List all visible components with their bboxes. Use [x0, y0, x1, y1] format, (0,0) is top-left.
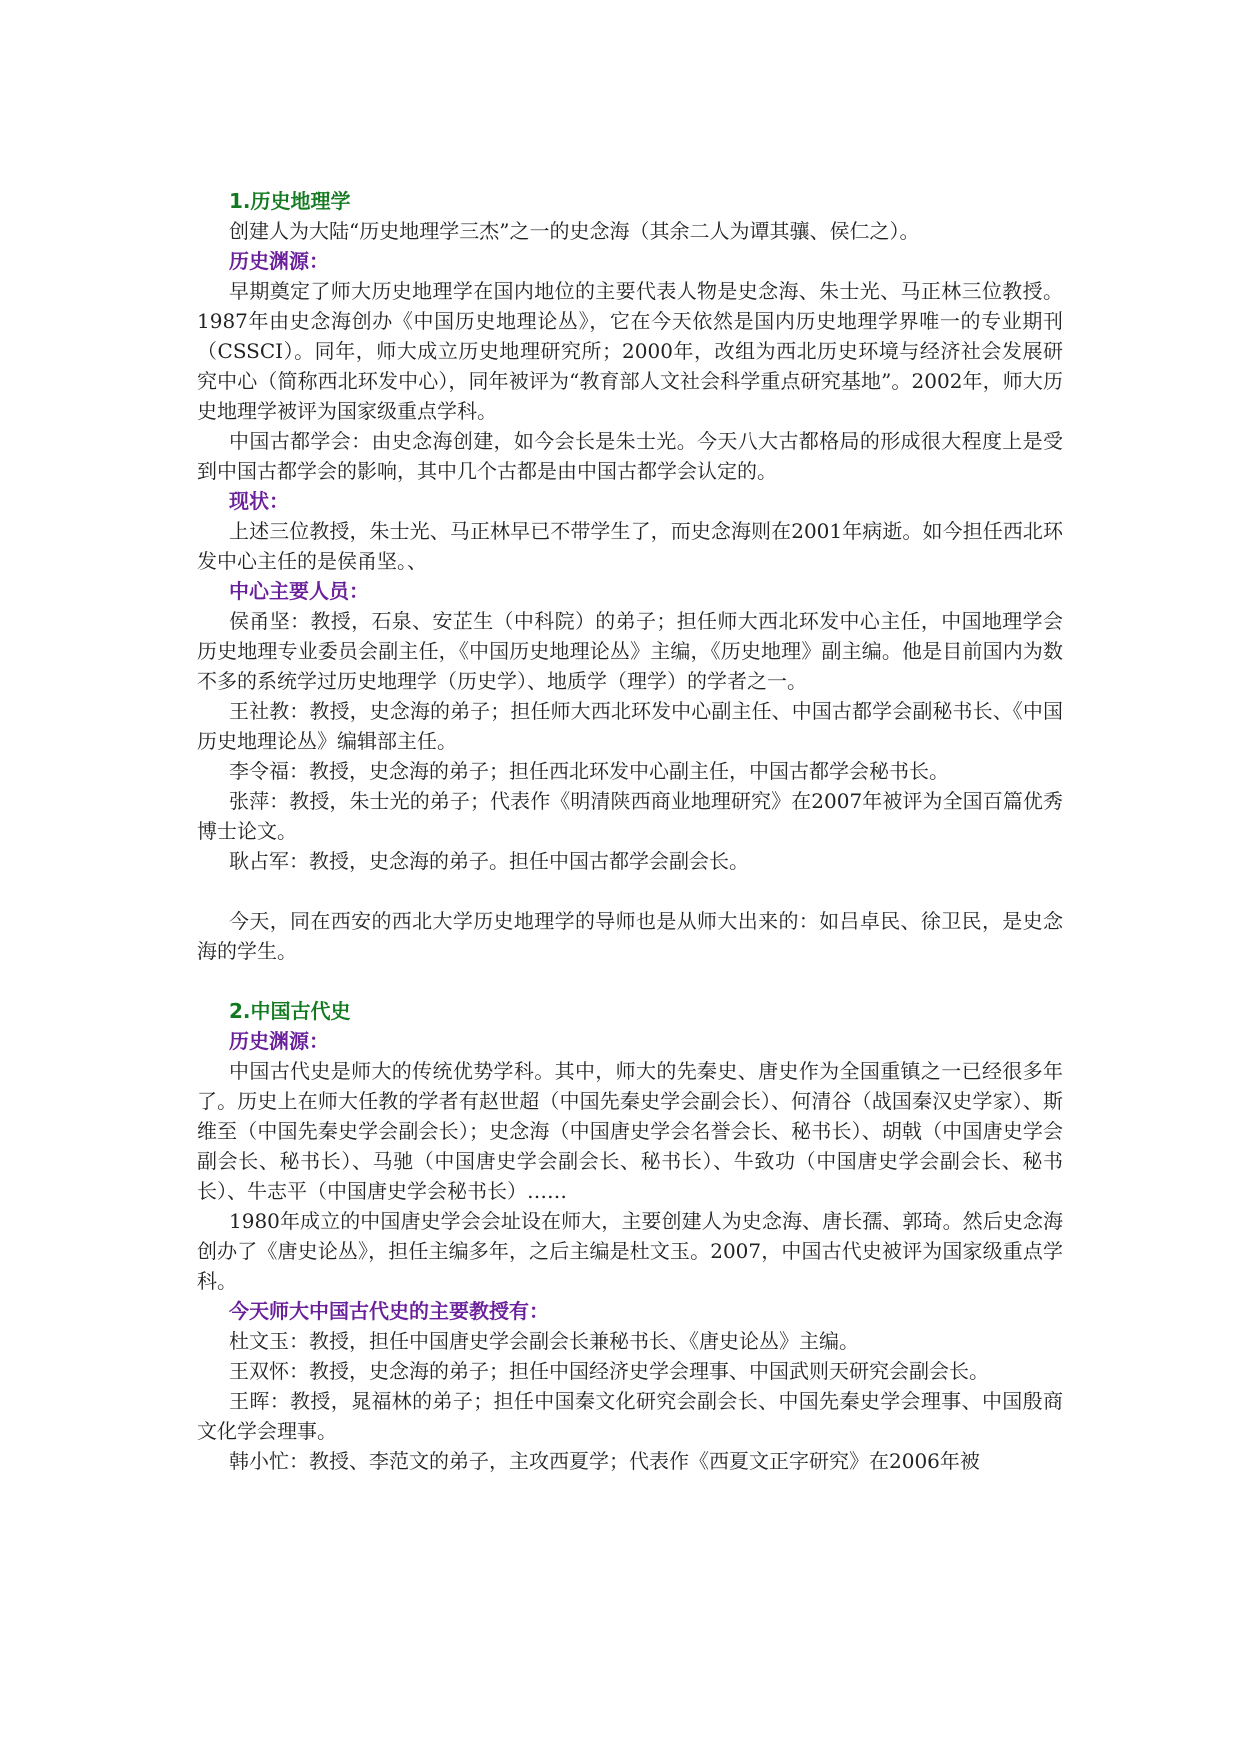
staff-entry: 侯甬坚：教授，石泉、安芷生（中科院）的弟子；担任师大西北环发中心主任，中国地理学会历史地理专业委员会副主任，《中国历史地理论丛》主编，《历史地理》副主编。他是目前国内为数不多的系统学过历史地理学（历史学）、地质学（理学）的学者之一。 [197, 609, 1063, 693]
professor-entry: 王晖：教授，晁福林的弟子；担任中国秦文化研究会副会长、中国先秦史学会理事、中国殷商文化学会理事。 [197, 1389, 1063, 1443]
section-1-origin-heading: 历史渊源： [229, 249, 329, 273]
section-1-closing-paragraph: 今天，同在西安的西北大学历史地理学的导师也是从师大出来的：如吕卓民、徐卫民，是史念海的学生。 [197, 909, 1063, 963]
section-1-status-heading: 现状： [229, 489, 289, 513]
staff-entry: 李令福：教授，史念海的弟子；担任西北环发中心副主任，中国古都学会秘书长。 [229, 759, 949, 783]
section-1-intro: 创建人为大陆“历史地理学三杰”之一的史念海（其余二人为谭其骧、侯仁之）。 [229, 219, 920, 243]
professor-entry: 王双怀：教授，史念海的弟子；担任中国经济史学会理事、中国武则天研究会副会长。 [229, 1359, 989, 1383]
section-2-origin-heading: 历史渊源： [229, 1029, 329, 1053]
section-2-title: 2.中国古代史 [229, 999, 351, 1023]
professor-entry: 韩小忙：教授、李范文的弟子，主攻西夏学；代表作《西夏文正字研究》在2006年被 [229, 1449, 980, 1473]
blank-line [197, 966, 1063, 996]
staff-entry: 耿占军：教授，史念海的弟子。担任中国古都学会副会长。 [229, 849, 749, 873]
staff-entry: 张萍：教授，朱士光的弟子；代表作《明清陕西商业地理研究》在2007年被评为全国百篇优秀博士论文。 [197, 789, 1063, 843]
section-2-origin-paragraph-1: 中国古代史是师大的传统优势学科。其中，师大的先秦史、唐史作为全国重镇之一已经很多年了。历史上在师大任教的学者有赵世超（中国先秦史学会副会长）、何清谷（战国秦汉史学家）、斯维至（中国先秦史学会副会长）；史念海（中国唐史学会名誉会长、秘书长）、胡戟（中国唐史学会副会长、秘书长）、马驰（中国唐史学会副会长、秘书长）、牛致功（中国唐史学会副会长、秘书长）、牛志平（中国唐史学会秘书长）…… [197, 1059, 1063, 1203]
section-1-status-paragraph: 上述三位教授，朱士光、马正林早已不带学生了，而史念海则在2001年病逝。如今担任西北环发中心主任的是侯甬坚。、 [197, 519, 1063, 573]
blank-line [197, 876, 1063, 906]
staff-entry: 王社教：教授，史念海的弟子；担任师大西北环发中心副主任、中国古都学会副秘书长、《中国历史地理论丛》编辑部主任。 [197, 699, 1063, 753]
section-1-origin-paragraph-2: 中国古都学会：由史念海创建，如今会长是朱士光。今天八大古都格局的形成很大程度上是受到中国古都学会的影响，其中几个古都是由中国古都学会认定的。 [197, 429, 1063, 483]
section-2-professors-heading: 今天师大中国古代史的主要教授有： [229, 1299, 549, 1323]
section-2-origin-paragraph-2: 1980年成立的中国唐史学会会址设在师大，主要创建人为史念海、唐长孺、郭琦。然后史念海创办了《唐史论丛》，担任主编多年，之后主编是杜文玉。2007，中国古代史被评为国家级重点学科。 [197, 1209, 1063, 1293]
section-1-title: 1.历史地理学 [229, 189, 351, 213]
document-page [197, 186, 1063, 1476]
section-1-staff-heading: 中心主要人员： [229, 579, 369, 603]
professor-entry: 杜文玉：教授，担任中国唐史学会副会长兼秘书长、《唐史论丛》主编。 [229, 1329, 859, 1353]
section-1-origin-paragraph-1: 早期奠定了师大历史地理学在国内地位的主要代表人物是史念海、朱士光、马正林三位教授。1987年由史念海创办《中国历史地理论丛》，它在今天依然是国内历史地理学界唯一的专业期刊（CSSCI）。同年，师大成立历史地理研究所；2000年，改组为西北历史环境与经济社会发展研究中心（简称西北环发中心），同年被评为“教育部人文社会科学重点研究基地”。2002年，师大历史地理学被评为国家级重点学科。 [197, 279, 1063, 423]
